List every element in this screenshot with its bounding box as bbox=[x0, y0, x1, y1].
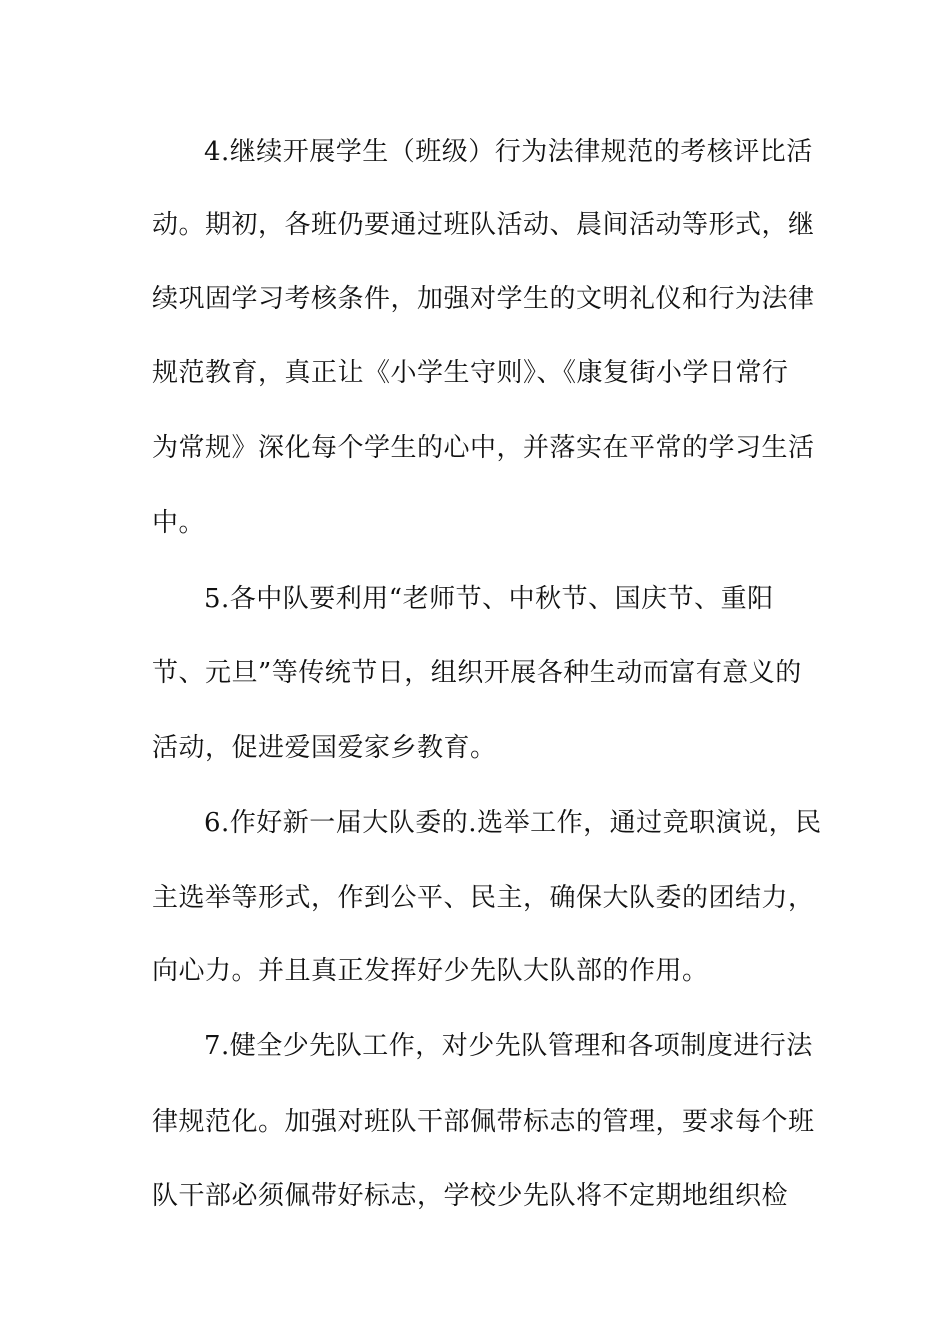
paragraph-5-line-2: 节、元旦”等传统节日，组织开展各种生动而富有意义的 bbox=[152, 658, 802, 688]
paragraph-4-line-6: 中。 bbox=[152, 508, 206, 538]
paragraph-4-line-1: 4.继续开展学生（班级）行为法律规范的考核评比活 bbox=[204, 137, 813, 167]
paragraph-6-line-2: 主选举等形式，作到公平、民主，确保大队委的团结力， bbox=[152, 883, 815, 913]
paragraph-5-line-1: 5.各中队要利用“老师节、中秋节、国庆节、重阳 bbox=[204, 584, 774, 614]
paragraph-7-line-2: 律规范化。加强对班队干部佩带标志的管理，要求每个班 bbox=[152, 1107, 815, 1137]
paragraph-6-line-1: 6.作好新一届大队委的.选举工作，通过竞职演说，民 bbox=[204, 808, 822, 838]
paragraph-4-line-3: 续巩固学习考核条件，加强对学生的文明礼仪和行为法律 bbox=[152, 284, 815, 314]
paragraph-4-line-2: 动。期初，各班仍要通过班队活动、晨间活动等形式，继 bbox=[152, 210, 815, 240]
paragraph-7-line-1: 7.健全少先队工作，对少先队管理和各项制度进行法 bbox=[204, 1031, 813, 1061]
paragraph-7-line-3: 队干部必须佩带好标志，学校少先队将不定期地组织检 bbox=[152, 1181, 789, 1211]
paragraph-6-line-3: 向心力。并且真正发挥好少先队大队部的作用。 bbox=[152, 956, 709, 986]
paragraph-4-line-5: 为常规》深化每个学生的心中，并落实在平常的学习生活 bbox=[152, 433, 815, 463]
paragraph-4-line-4: 规范教育，真正让《小学生守则》、《康复街小学日常行 bbox=[152, 358, 789, 388]
paragraph-5-line-3: 活动，促进爱国爱家乡教育。 bbox=[152, 733, 497, 763]
